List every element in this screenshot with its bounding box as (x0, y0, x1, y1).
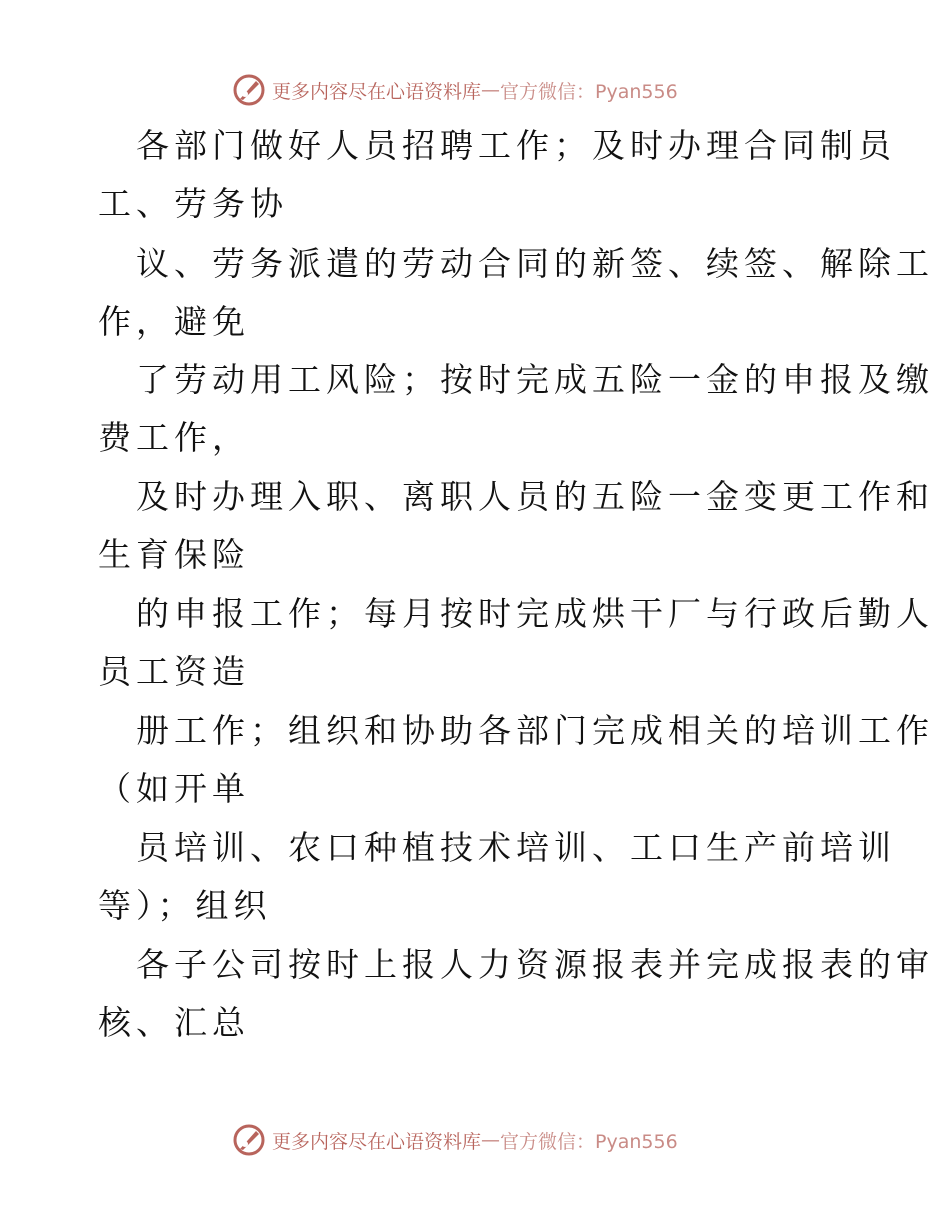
quill-logo-icon (232, 1123, 266, 1157)
text-line: 及时办理入职、离职人员的五险一金变更工作和 (136, 477, 934, 516)
text-line: 作，避免 (98, 302, 250, 341)
watermark-separator: — (481, 1129, 501, 1151)
text-line: 费工作， (98, 418, 250, 457)
text-line: 的申报工作；每月按时完成烘干厂与行政后勤人 (136, 594, 934, 633)
header-watermark (232, 70, 678, 110)
watermark-title: 更多内容尽在心语资料库 (272, 80, 482, 103)
text-line: 核、汇总 (98, 1003, 250, 1042)
watermark-wechat: 官方微信：Pyan556 (500, 1130, 678, 1153)
text-line: 等）；组织 (98, 886, 272, 925)
watermark-wechat: 官方微信：Pyan556 (500, 80, 678, 103)
watermark-title: 更多内容尽在心语资料库 (272, 1130, 482, 1153)
text-line: 了劳动用工风险；按时完成五险一金的申报及缴 (136, 360, 934, 399)
text-line: 各部门做好人员招聘工作；及时办理合同制员 (136, 126, 896, 165)
text-line: 员培训、农口种植技术培训、工口生产前培训 (136, 828, 896, 867)
text-line: 各子公司按时上报人力资源报表并完成报表的审 (136, 945, 934, 984)
text-line: 员工资造 (98, 652, 250, 691)
text-line: 工、劳务协 (98, 184, 288, 223)
text-line: （如开单 (98, 769, 250, 808)
footer-watermark (232, 1120, 678, 1160)
text-line: 册工作；组织和协助各部门完成相关的培训工作 (136, 711, 934, 750)
watermark-separator: — (481, 79, 501, 101)
quill-logo-icon (232, 73, 266, 107)
text-line: 生育保险 (98, 535, 250, 574)
text-line: 议、劳务派遣的劳动合同的新签、续签、解除工 (136, 244, 934, 283)
